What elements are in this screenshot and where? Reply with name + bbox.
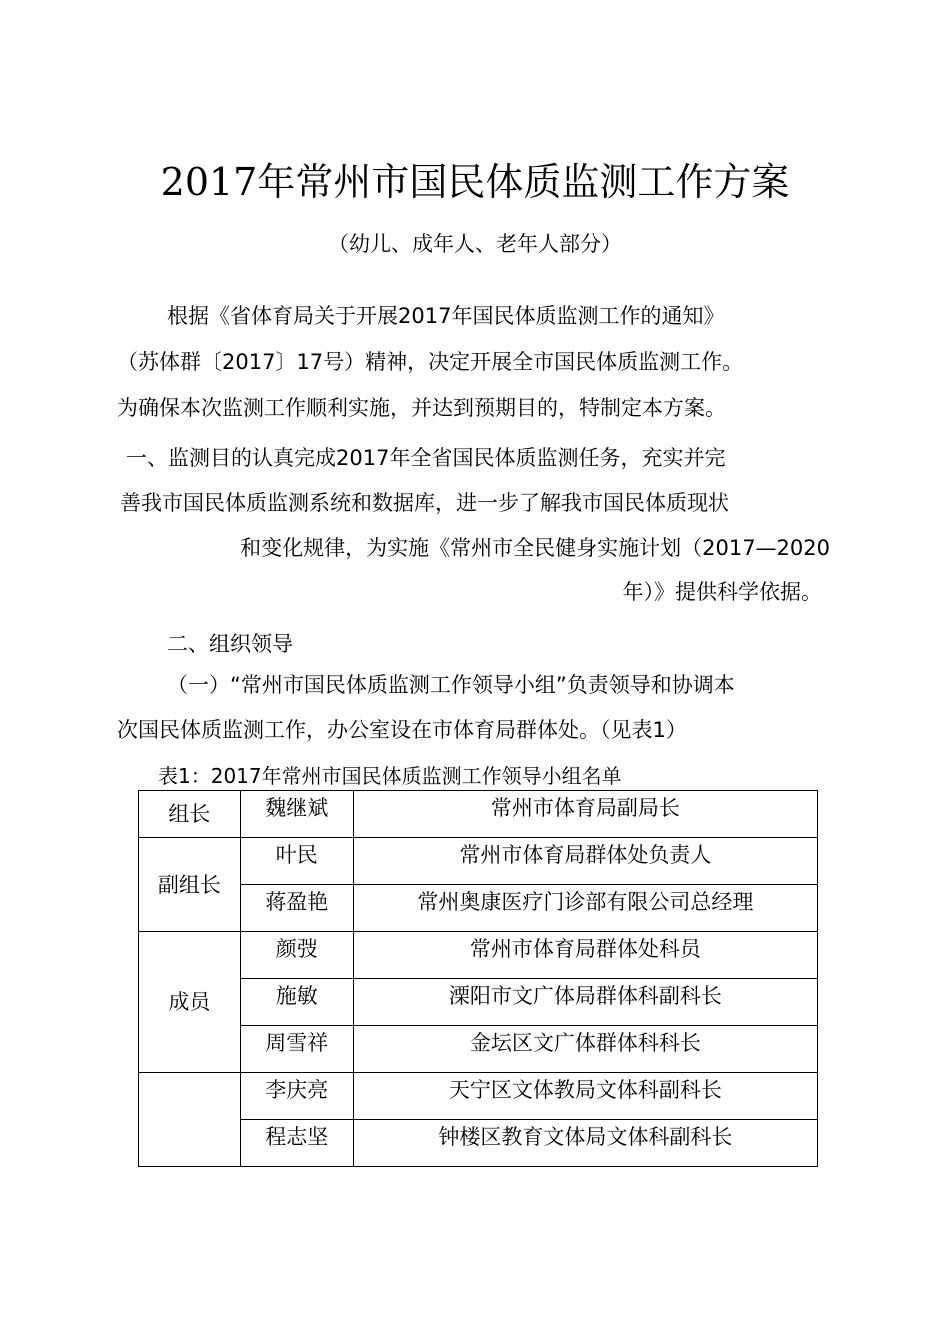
section1-line: 和变化规律，为实施《常州市全民健身实施计划（2017—2020 xyxy=(240,536,830,560)
section1-line: 善我市国民体质监测系统和数据库，进一步了解我市国民体质现状 xyxy=(120,491,729,515)
name-cell: 魏继斌 xyxy=(240,791,353,838)
section2-heading: 二、组织领导 xyxy=(167,632,293,656)
role-cell-deputy: 副组长 xyxy=(139,838,241,932)
name-cell: 周雪祥 xyxy=(240,1026,353,1073)
table-row xyxy=(139,791,818,838)
table-row xyxy=(139,979,818,1026)
position-cell: 金坛区文广体群体科科长 xyxy=(353,1026,817,1073)
position-cell: 常州市体育局群体处负责人 xyxy=(353,838,817,885)
section2-line: 次国民体质监测工作，办公室设在市体育局群体处。（见表1） xyxy=(117,718,687,742)
document-subtitle: （幼儿、成年人、老年人部分） xyxy=(328,232,622,256)
role-cell-member: 成员 xyxy=(139,932,241,1073)
table-row xyxy=(139,1073,818,1120)
name-cell: 施敏 xyxy=(240,979,353,1026)
position-cell: 常州市体育局群体处科员 xyxy=(353,932,817,979)
name-cell: 颜弢 xyxy=(240,932,353,979)
intro-line: 根据《省体育局关于开展2017年国民体质监测工作的通知》 xyxy=(167,304,725,328)
position-cell: 常州奥康医疗门诊部有限公司总经理 xyxy=(353,885,817,932)
table-row xyxy=(139,1120,818,1167)
table-row xyxy=(139,1026,818,1073)
position-cell: 常州市体育局副局长 xyxy=(353,791,817,838)
section1-line: 一、监测目的认真完成2017年全省国民体质监测任务，充实并完 xyxy=(126,446,726,470)
position-cell: 溧阳市文广体局群体科副科长 xyxy=(353,979,817,1026)
intro-line: （苏体群〔2017〕17号）精神，决定开展全市国民体质监测工作。 xyxy=(117,350,744,374)
position-cell: 钟楼区教育文体局文体科副科长 xyxy=(353,1120,817,1167)
intro-line: 为确保本次监测工作顺利实施，并达到预期目的，特制定本方案。 xyxy=(117,396,726,420)
name-cell: 程志坚 xyxy=(240,1120,353,1167)
section2-line: （一）“常州市国民体质监测工作领导小组”负责领导和协调本 xyxy=(167,673,735,697)
role-cell-leader: 组长 xyxy=(139,791,241,838)
table-row xyxy=(139,885,818,932)
name-cell: 李庆亮 xyxy=(240,1073,353,1120)
section1-line: 年）》提供科学依据。 xyxy=(622,580,822,604)
role-cell-empty xyxy=(139,1073,241,1167)
name-cell: 蒋盈艳 xyxy=(240,885,353,932)
table-row xyxy=(139,838,818,885)
leadership-table xyxy=(138,790,818,1167)
table-caption: 表1：2017年常州市国民体质监测工作领导小组名单 xyxy=(158,764,622,788)
position-cell: 天宁区文体教局文体科副科长 xyxy=(353,1073,817,1120)
document-title: 2017年常州市国民体质监测工作方案 xyxy=(160,160,790,204)
table-row xyxy=(139,932,818,979)
name-cell: 叶民 xyxy=(240,838,353,885)
